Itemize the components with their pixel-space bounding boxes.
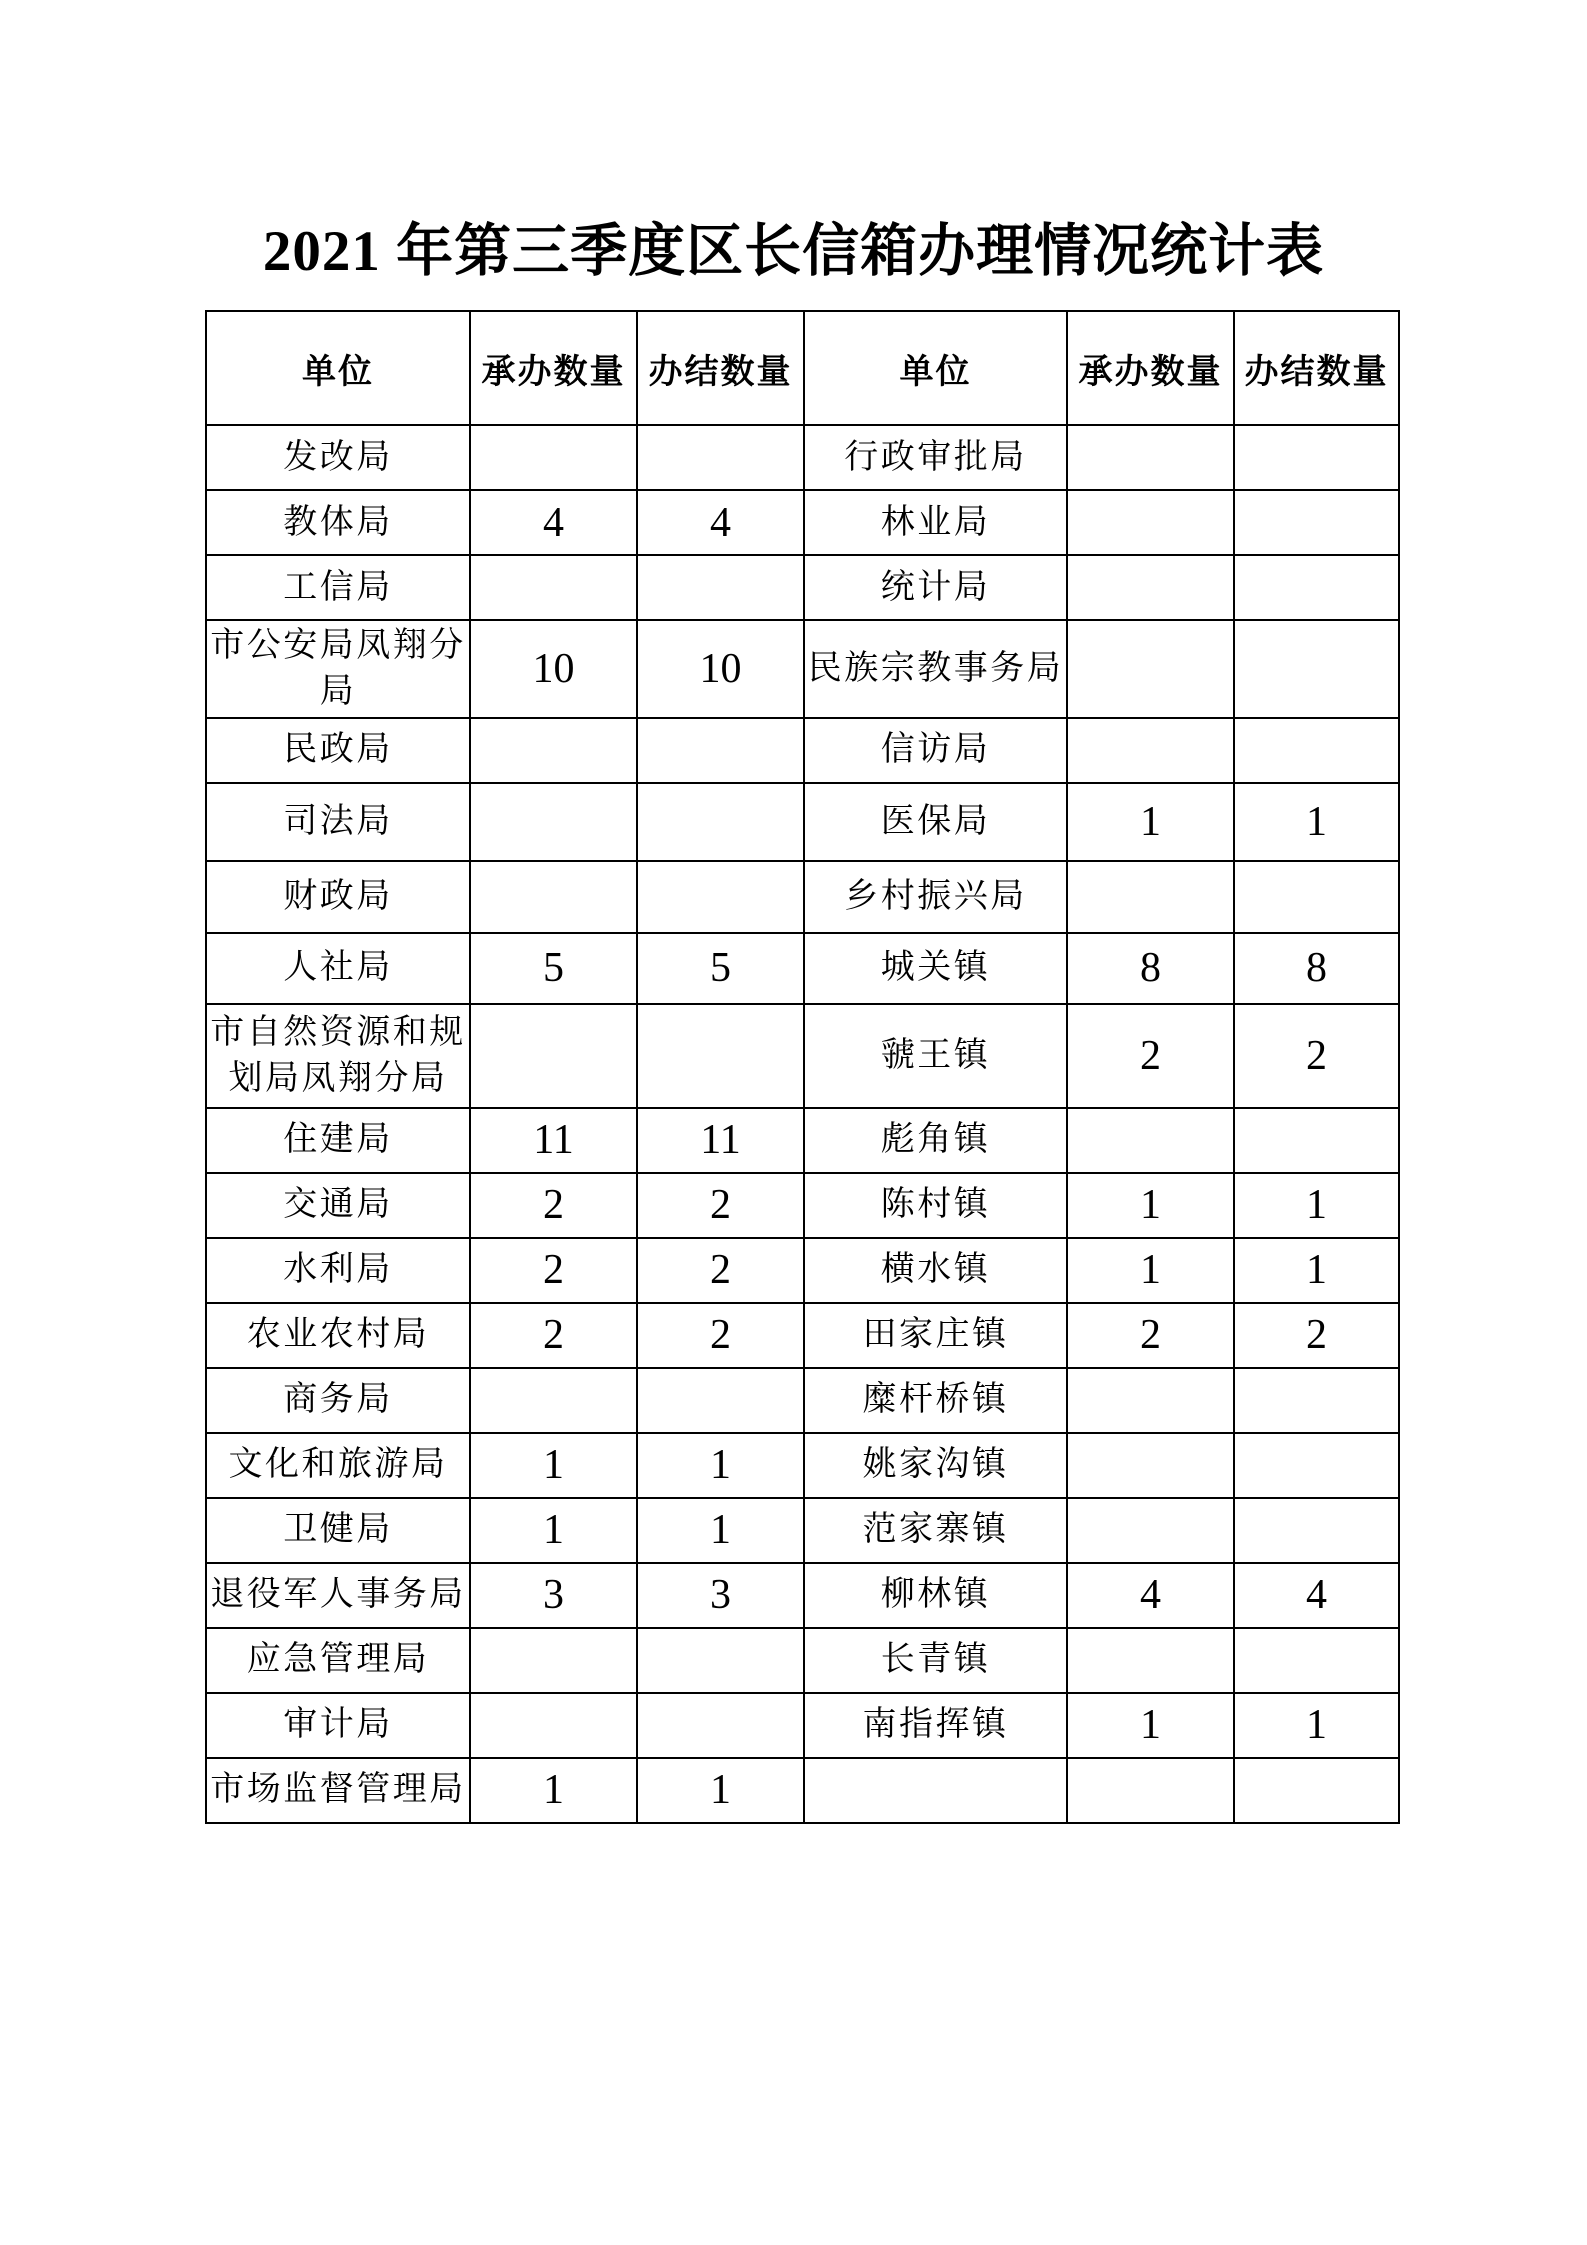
table-row xyxy=(206,1758,1399,1823)
count-cell: 2 xyxy=(1234,1004,1399,1108)
count-cell: 4 xyxy=(1234,1563,1399,1628)
unit-cell: 糜杆桥镇 xyxy=(804,1368,1067,1433)
count-cell: 2 xyxy=(637,1173,804,1238)
count-cell: 10 xyxy=(637,620,804,718)
count-cell: 5 xyxy=(470,933,637,1004)
count-cell: 1 xyxy=(1234,783,1399,861)
unit-cell: 退役军人事务局 xyxy=(206,1563,470,1628)
table-row xyxy=(206,1433,1399,1498)
count-cell xyxy=(1234,861,1399,933)
statistics-table xyxy=(205,310,1400,1824)
table-row xyxy=(206,1004,1399,1108)
table-row xyxy=(206,1173,1399,1238)
unit-cell: 文化和旅游局 xyxy=(206,1433,470,1498)
count-cell xyxy=(637,783,804,861)
table-row xyxy=(206,783,1399,861)
column-header: 承办数量 xyxy=(470,311,637,425)
count-cell: 1 xyxy=(1234,1173,1399,1238)
count-cell: 1 xyxy=(1067,1238,1234,1303)
table-row xyxy=(206,1303,1399,1368)
unit-cell: 工信局 xyxy=(206,555,470,620)
count-cell: 1 xyxy=(1067,1173,1234,1238)
unit-cell: 交通局 xyxy=(206,1173,470,1238)
count-cell: 4 xyxy=(470,490,637,555)
table-row xyxy=(206,933,1399,1004)
count-cell: 1 xyxy=(1067,783,1234,861)
count-cell xyxy=(637,555,804,620)
table-body xyxy=(206,425,1399,1823)
unit-cell: 农业农村局 xyxy=(206,1303,470,1368)
count-cell xyxy=(637,718,804,783)
count-cell xyxy=(1067,1498,1234,1563)
count-cell: 1 xyxy=(637,1498,804,1563)
count-cell xyxy=(1234,490,1399,555)
count-cell xyxy=(1234,620,1399,718)
count-cell: 1 xyxy=(1234,1238,1399,1303)
table-row xyxy=(206,1108,1399,1173)
count-cell: 4 xyxy=(637,490,804,555)
unit-cell: 横水镇 xyxy=(804,1238,1067,1303)
column-header: 办结数量 xyxy=(1234,311,1399,425)
count-cell xyxy=(1067,1108,1234,1173)
count-cell xyxy=(637,861,804,933)
unit-cell: 市自然资源和规划局凤翔分局 xyxy=(206,1004,470,1108)
unit-cell: 彪角镇 xyxy=(804,1108,1067,1173)
unit-cell: 行政审批局 xyxy=(804,425,1067,490)
count-cell xyxy=(1234,1368,1399,1433)
unit-cell: 信访局 xyxy=(804,718,1067,783)
unit-cell: 商务局 xyxy=(206,1368,470,1433)
count-cell xyxy=(470,718,637,783)
count-cell xyxy=(470,861,637,933)
unit-cell: 柳林镇 xyxy=(804,1563,1067,1628)
column-header: 办结数量 xyxy=(637,311,804,425)
count-cell: 2 xyxy=(1067,1004,1234,1108)
table-row xyxy=(206,555,1399,620)
count-cell xyxy=(1234,555,1399,620)
count-cell xyxy=(1234,718,1399,783)
count-cell xyxy=(1234,1108,1399,1173)
count-cell xyxy=(1067,620,1234,718)
count-cell: 2 xyxy=(637,1303,804,1368)
count-cell xyxy=(470,555,637,620)
count-cell: 4 xyxy=(1067,1563,1234,1628)
unit-cell: 乡村振兴局 xyxy=(804,861,1067,933)
count-cell: 1 xyxy=(1067,1693,1234,1758)
count-cell xyxy=(1234,1758,1399,1823)
count-cell: 2 xyxy=(637,1238,804,1303)
count-cell xyxy=(1234,1628,1399,1693)
count-cell: 5 xyxy=(637,933,804,1004)
column-header: 承办数量 xyxy=(1067,311,1234,425)
unit-cell: 审计局 xyxy=(206,1693,470,1758)
count-cell: 1 xyxy=(470,1498,637,1563)
count-cell xyxy=(470,783,637,861)
unit-cell: 应急管理局 xyxy=(206,1628,470,1693)
count-cell xyxy=(1234,1498,1399,1563)
page-title: 2021 年第三季度区长信箱办理情况统计表 xyxy=(262,220,1325,283)
unit-cell: 林业局 xyxy=(804,490,1067,555)
table-row xyxy=(206,1368,1399,1433)
unit-cell: 医保局 xyxy=(804,783,1067,861)
unit-cell: 发改局 xyxy=(206,425,470,490)
count-cell: 8 xyxy=(1067,933,1234,1004)
column-header: 单位 xyxy=(804,311,1067,425)
unit-cell: 市公安局凤翔分局 xyxy=(206,620,470,718)
unit-cell: 陈村镇 xyxy=(804,1173,1067,1238)
count-cell xyxy=(470,425,637,490)
count-cell: 10 xyxy=(470,620,637,718)
count-cell xyxy=(637,1004,804,1108)
count-cell xyxy=(637,1628,804,1693)
count-cell: 2 xyxy=(470,1303,637,1368)
unit-cell: 市场监督管理局 xyxy=(206,1758,470,1823)
count-cell xyxy=(637,1368,804,1433)
count-cell xyxy=(1067,1758,1234,1823)
count-cell: 11 xyxy=(637,1108,804,1173)
count-cell: 11 xyxy=(470,1108,637,1173)
unit-cell: 南指挥镇 xyxy=(804,1693,1067,1758)
count-cell: 2 xyxy=(470,1173,637,1238)
table-header-row xyxy=(206,311,1399,425)
table-row xyxy=(206,1563,1399,1628)
count-cell xyxy=(1067,1368,1234,1433)
count-cell: 2 xyxy=(1067,1303,1234,1368)
unit-cell: 民政局 xyxy=(206,718,470,783)
unit-cell: 统计局 xyxy=(804,555,1067,620)
count-cell: 1 xyxy=(470,1758,637,1823)
table-row xyxy=(206,490,1399,555)
count-cell: 2 xyxy=(470,1238,637,1303)
count-cell: 8 xyxy=(1234,933,1399,1004)
unit-cell: 水利局 xyxy=(206,1238,470,1303)
unit-cell: 住建局 xyxy=(206,1108,470,1173)
count-cell xyxy=(470,1628,637,1693)
unit-cell: 虢王镇 xyxy=(804,1004,1067,1108)
table-row xyxy=(206,1498,1399,1563)
count-cell xyxy=(1234,1433,1399,1498)
count-cell xyxy=(637,425,804,490)
table-row xyxy=(206,861,1399,933)
count-cell xyxy=(470,1693,637,1758)
count-cell: 3 xyxy=(637,1563,804,1628)
unit-cell xyxy=(804,1758,1067,1823)
table-row xyxy=(206,1628,1399,1693)
count-cell xyxy=(1067,718,1234,783)
unit-cell: 姚家沟镇 xyxy=(804,1433,1067,1498)
count-cell xyxy=(1067,1433,1234,1498)
unit-cell: 财政局 xyxy=(206,861,470,933)
unit-cell: 司法局 xyxy=(206,783,470,861)
count-cell: 1 xyxy=(1234,1693,1399,1758)
count-cell: 1 xyxy=(470,1433,637,1498)
unit-cell: 范家寨镇 xyxy=(804,1498,1067,1563)
unit-cell: 民族宗教事务局 xyxy=(804,620,1067,718)
unit-cell: 人社局 xyxy=(206,933,470,1004)
count-cell xyxy=(1067,555,1234,620)
unit-cell: 长青镇 xyxy=(804,1628,1067,1693)
table-row xyxy=(206,1238,1399,1303)
count-cell: 1 xyxy=(637,1758,804,1823)
table-row xyxy=(206,718,1399,783)
unit-cell: 教体局 xyxy=(206,490,470,555)
count-cell xyxy=(1067,425,1234,490)
count-cell: 2 xyxy=(1234,1303,1399,1368)
count-cell xyxy=(1067,861,1234,933)
table-row xyxy=(206,425,1399,490)
unit-cell: 田家庄镇 xyxy=(804,1303,1067,1368)
count-cell xyxy=(637,1693,804,1758)
count-cell xyxy=(470,1004,637,1108)
table-row xyxy=(206,620,1399,718)
unit-cell: 城关镇 xyxy=(804,933,1067,1004)
unit-cell: 卫健局 xyxy=(206,1498,470,1563)
count-cell xyxy=(1067,490,1234,555)
count-cell: 3 xyxy=(470,1563,637,1628)
table-row xyxy=(206,1693,1399,1758)
count-cell: 1 xyxy=(637,1433,804,1498)
column-header: 单位 xyxy=(206,311,470,425)
count-cell xyxy=(1234,425,1399,490)
count-cell xyxy=(1067,1628,1234,1693)
count-cell xyxy=(470,1368,637,1433)
